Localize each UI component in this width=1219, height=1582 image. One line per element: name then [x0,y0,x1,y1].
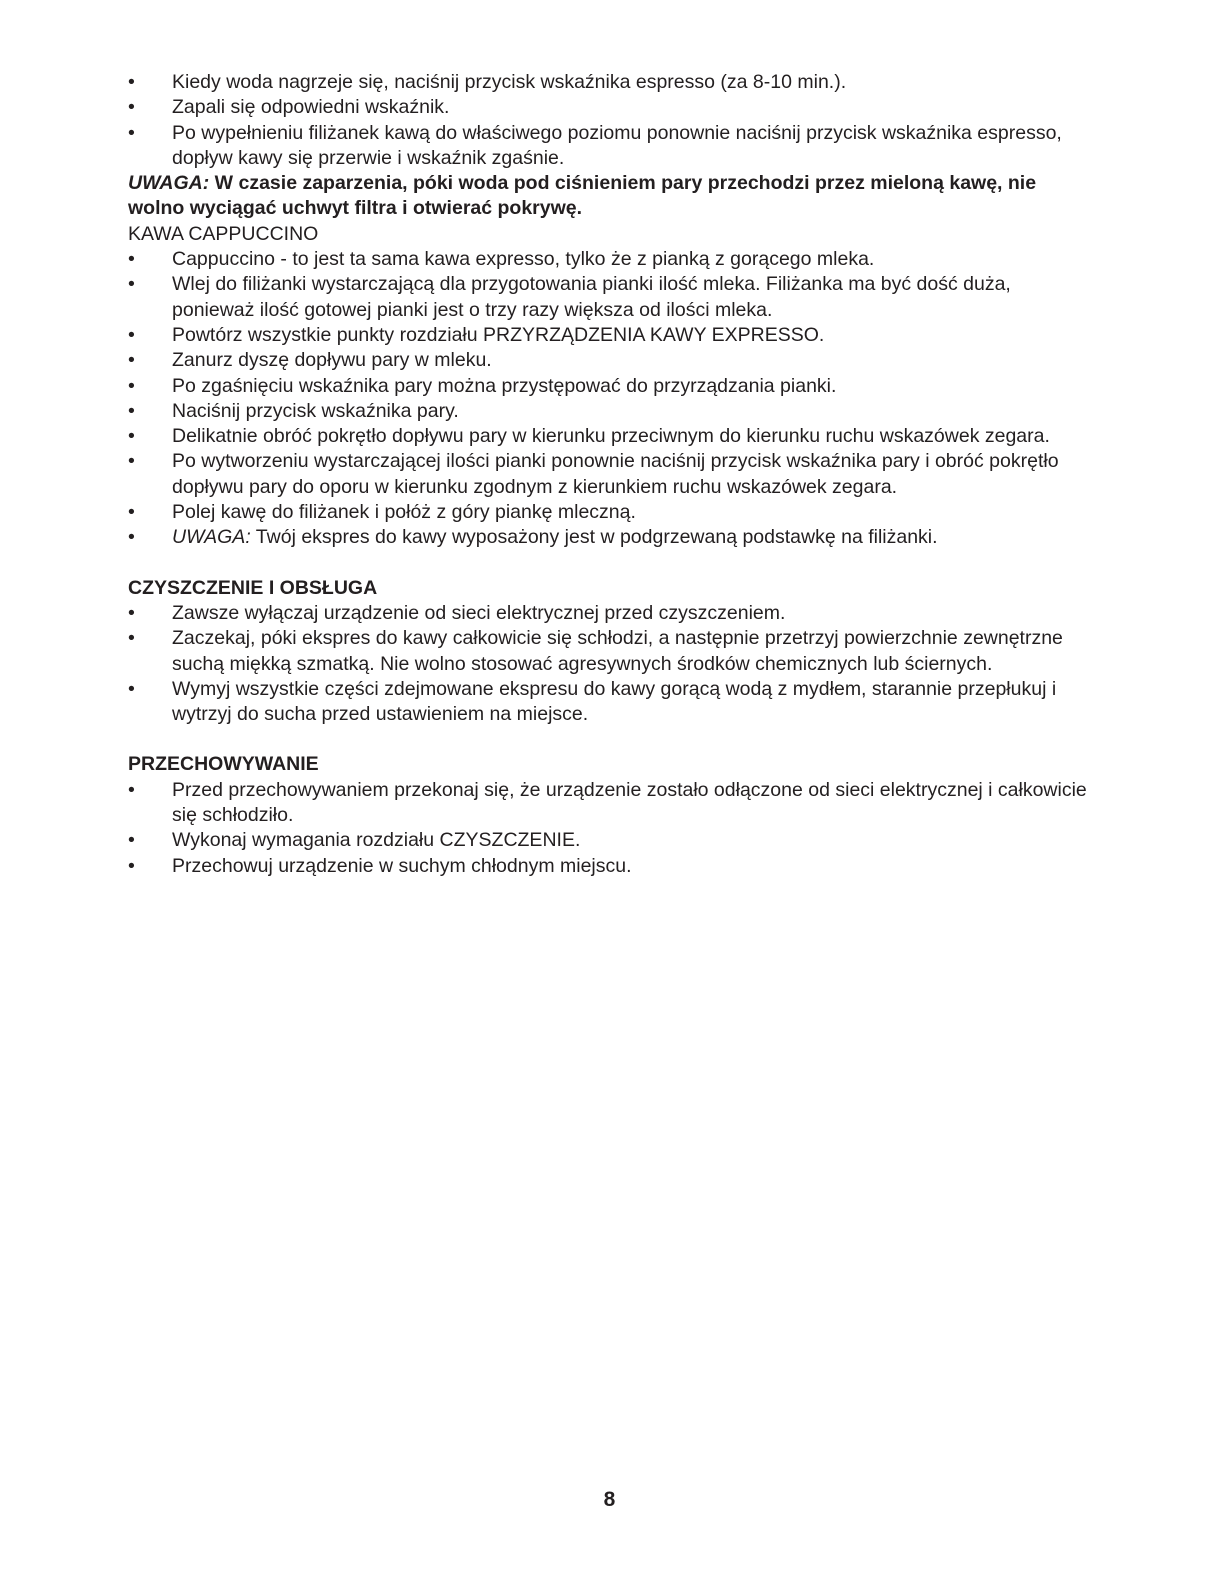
bullet: • [128,501,135,524]
bullet: • [128,96,135,119]
list-item [128,677,1088,728]
list-item-text: Po wytworzeniu wystarczającej ilości pianki ponownie naciśnij przycisk wskaźnika pary i obróć pokrętło dopływu pary do oporu w kierunku zgodnym z kierunkiem ruchu wskazówek zegara. [172,450,1059,498]
bullet: • [128,627,135,650]
list-item [128,323,1088,348]
bullet: • [128,601,135,624]
cappuccino-heading: KAWA CAPPUCCINO [128,222,319,245]
list-item-text: Powtórz wszystkie punkty rozdziału PRZYRZĄDZENIA KAWY EXPRESSO. [172,323,825,346]
bullet: • [128,778,135,801]
list-item [128,374,1088,399]
list-item-text: Po zgaśnięciu wskaźnika pary można przystępować do przyrządzania pianki. [172,374,837,397]
cleaning-list [128,601,1088,727]
list-item-text: Delikatnie obróć pokrętło dopływu pary w kierunku przeciwnym do kierunku ruchu wskazówek zegara. [172,425,1050,448]
list-item-text: Polej kawę do filiżanek i połóż z góry piankę mleczną. [172,501,636,524]
list-item-text: Cappuccino - to jest ta sama kawa expresso, tylko że z pianką z gorącego mleka. [172,248,875,271]
cleaning-heading: CZYSZCZENIE I OBSŁUGA [128,576,378,599]
list-item [128,449,1088,500]
bullet: • [128,425,135,448]
list-item [128,626,1088,677]
bullet: • [128,374,135,397]
list-item [128,525,1088,550]
list-item-text: Naciśnij przycisk wskaźnika pary. [172,399,459,422]
list-item [128,70,1088,95]
cappuccino-list [128,247,1088,551]
list-item [128,500,1088,525]
bullet: • [128,248,135,271]
list-item-text: Przechowuj urządzenie w suchym chłodnym miejscu. [172,854,632,877]
bullet: • [128,829,135,852]
warning-paragraph [128,171,1088,222]
storage-list [128,778,1088,879]
list-item [128,854,1088,879]
list-item-text: Przed przechowywaniem przekonaj się, że urządzenie zostało odłączone od sieci elektrycznej i całkowicie się schłodziło. [172,778,1087,827]
page-content [128,70,1088,879]
bullet: • [128,399,135,422]
bullet: • [128,677,135,700]
storage-heading: PRZECHOWYWANIE [128,753,319,776]
list-item [128,95,1088,120]
bullet: • [128,450,135,473]
list-item [128,247,1088,272]
bullet: • [128,121,135,144]
bullet: • [128,323,135,346]
list-item-text: Wykonaj wymagania rozdziału CZYSZCZENIE. [172,829,581,852]
bullet: • [128,526,135,549]
list-item-text: Zaczekaj, póki ekspres do kawy całkowicie się schłodzi, a następnie przetrzyj powierzchnie zewnętrzne suchą miękką szmatką. Nie wolno stosować agresywnych środków chemicznych lub ściernych. [172,627,1063,675]
bullet: • [128,349,135,372]
list-item [128,272,1088,323]
list-item-text: Wymyj wszystkie części zdejmowane ekspresu do kawy gorącą wodą z mydłem, starannie przepłukuj i wytrzyj do sucha przed ustawieniem na miejsce. [172,677,1057,726]
list-item [128,121,1088,172]
list-item [128,601,1088,626]
list-item-text: Po wypełnieniu filiżanek kawą do właściwego poziomu ponownie naciśnij przycisk wskaźnika espresso, dopływ kawy się przerwie i wskaźnik zgaśnie. [172,121,1062,169]
bullet: • [128,854,135,877]
page-number: 8 [603,1488,616,1511]
list-item-text: Kiedy woda nagrzeje się, naciśnij przycisk wskaźnika espresso (za 8-10 min.). [172,71,847,93]
list-item [128,778,1088,829]
warning-lead: UWAGA: [128,172,210,195]
list-item [128,424,1088,449]
note-lead: UWAGA: [172,526,251,549]
list-item [128,828,1088,853]
list-item-text: Zapali się odpowiedni wskaźnik. [172,96,450,119]
list-item-text: Zawsze wyłączaj urządzenie od sieci elektrycznej przed czyszczeniem. [172,601,786,624]
list-item-text: Wlej do filiżanki wystarczającą dla przygotowania pianki ilość mleka. Filiżanka ma być dość duża, ponieważ ilość gotowej pianki jest o trzy razy większa od ilości mleka. [172,273,1011,321]
bullet: • [128,71,135,93]
bullet: • [128,273,135,296]
warning-text: W czasie zaparzenia, póki woda pod ciśnieniem pary przechodzi przez mieloną kawę, nie wolno wyciągać uchwyt filtra i otwierać pokrywę. [128,172,1037,220]
list-item-text: Zanurz dyszę dopływu pary w mleku. [172,349,492,372]
list-item [128,348,1088,373]
note-text: Twój ekspres do kawy wyposażony jest w podgrzewaną podstawkę na filiżanki. [250,526,938,549]
intro-list [128,70,1088,171]
list-item [128,399,1088,424]
